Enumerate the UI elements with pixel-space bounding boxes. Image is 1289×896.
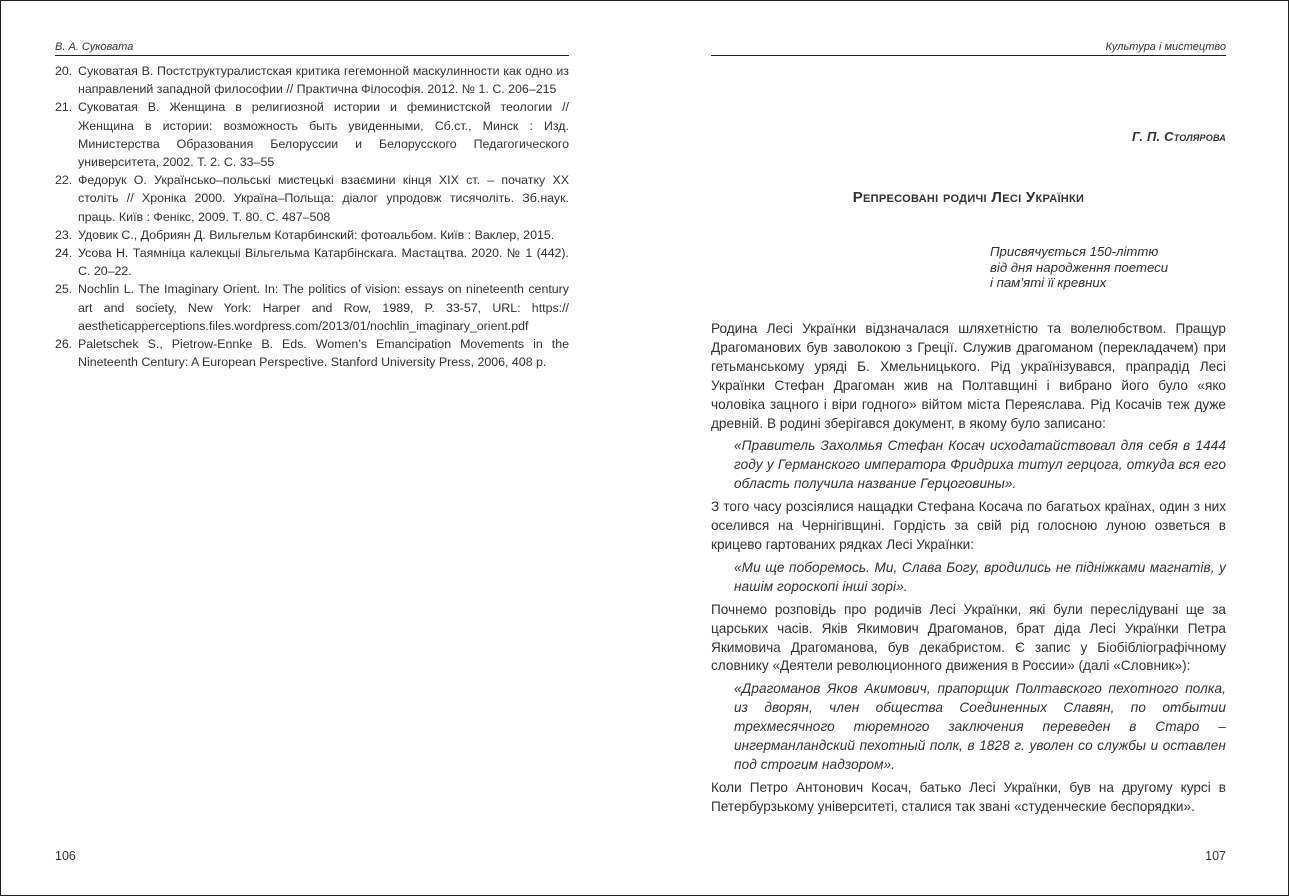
reference-text: Nochlin L. The Imaginary Orient. In: The politics of vision: essays on nineteenth century art and society, New York: Harper and Row, 1989, P. 33-57, URL: https:// aestheticapperceptions.files.wordpress.com/2013/01/nochlin_imaginary_orient.pdf [78,282,569,333]
running-head-section: Культура і мистецтво [711,40,1226,56]
reference-text: Суковатая В. Постструктуралистская критика гегемонной маскулинности как одно из направлений западной философии // Практична Філософія. 2012. № 1. С. 206–215 [78,64,569,97]
reference-text: Удовик С., Добриян Д. Вильгельм Котарбинский: фотоальбом. Київ : Ваклер, 2015. [78,227,555,242]
reference-text: Федорук О. Українсько–польські мистецькі взаємини кінця XIX ст. – початку XX століть // Хроніка 2000. Україна–Польща: діалог упродовж тисячоліть. Зб.наук. праць. Київ : Фенікс, 2009. Т. 80. С. 487–508 [78,173,569,224]
article-body [711,320,1226,821]
page-number: 106 [55,849,76,863]
block-quote: «Ми ще поборемось. Ми, Слава Богу, вродились не підніжками магнатів, у нашім гороскопі інші зорі». [734,559,1226,594]
reference-number: 21. [55,100,73,115]
reference-item [55,244,569,280]
dedication-line: від дня народження поетеси [990,259,1169,275]
dedication-line: Присвячується 150-літтю [990,244,1159,259]
reference-item [55,335,569,371]
reference-list [55,62,569,371]
dedication-epigraph [990,244,1168,291]
reference-number: 24. [55,246,73,261]
reference-item [55,98,569,171]
left-page [55,0,569,896]
running-head-author: В. А. Суковата [55,40,569,56]
reference-number: 26. [55,337,73,352]
reference-item [55,62,569,98]
body-paragraph: З того часу розсіялися нащадки Стефана Косача по багатьох країнах, один з них оселився на Чернігівщині. Гордість за свій рід голосною луною озветься в крицево гартованих рядках Лесі Українки: [711,499,1226,552]
body-paragraph: Родина Лесі Українки відзначалася шляхетністю та волелюбством. Пращур Драгоманових був заволокою з Греції. Служив драгоманом (перекладачем) при гетьманському уряді Б. Хмельницького. Рід українізувався, прапрадід Лесі Українки Стефан Драгоман жив на Полтавщині і вибрано його було «яко чоловіка зацного і віри годного» війтом міста Переяслава. Рід Косачів теж дуже древній. В родині зберігався документ, в якому було записано: [711,321,1226,431]
reference-text: Усова Н. Таямніца калекцыі Вільгельма Катарбінскага. Мастацтва. 2020. № 1 (442). С. 20–22. [78,246,569,279]
reference-number: 22. [55,173,73,188]
dedication-line: і пам’яті її кревних [990,275,1107,290]
block-quote: «Драгоманов Яков Акимович, прапорщик Полтавского пехотного полка, из дворян, член общества Соединенных Славян, по отбытии трехмесячного тюремного заключения переведен в Старо – ингерманландский пехотный полк, в 1828 г. уволен со службы и оставлен под строгим надзором». [734,681,1226,772]
reference-item [55,171,569,226]
reference-text: Paletschek S., Pietrow-Ennke B. Eds. Women’s Emancipation Movements in the Nineteenth Century: A European Perspective. Stanford University Press, 2006, 408 p. [78,337,569,370]
reference-number: 25. [55,282,73,297]
reference-number: 20. [55,64,73,78]
block-quote: «Правитель Захолмья Стефан Косач исходатайствовал для себя в 1444 году у Германского императора Фридриха титул герцога, откуда вся его область получила название Герцоговины». [734,438,1226,492]
body-paragraph: Почнемо розповідь про родичів Лесі Українки, які були переслідувані ще за царських часів. Яків Якимович Драгоманов, брат діда Лесі Українки Петра Якимовича Драгоманова, був декабристом. Є запис у Біобібліографічному словнику «Деятели революционного движения в России» (далі «Словник»): [711,601,1226,674]
reference-item [55,226,569,244]
reference-item [55,280,569,335]
article-title: Репресовані родичі Лесі Українки [852,189,1085,206]
right-page [711,0,1226,896]
reference-text: Суковатая В. Женщина в религиозной истории и феминистской теологии // Женщина в истории: возможность быть увиденными, Сб.ст., Минск : Изд. Министерства Образования Белоруссии и Белорусского Педагогического университета, 2002. Т. 2. С. 33–55 [78,100,569,170]
reference-number: 23. [55,227,73,242]
article-author: Г. П. Столярова [1131,129,1226,144]
page-number: 107 [1205,849,1226,863]
body-paragraph: Коли Петро Антонович Косач, батько Лесі Українки, був на другому курсі в Петербурзькому університеті, сталися так звані «студенческие беспорядки». [711,779,1226,814]
